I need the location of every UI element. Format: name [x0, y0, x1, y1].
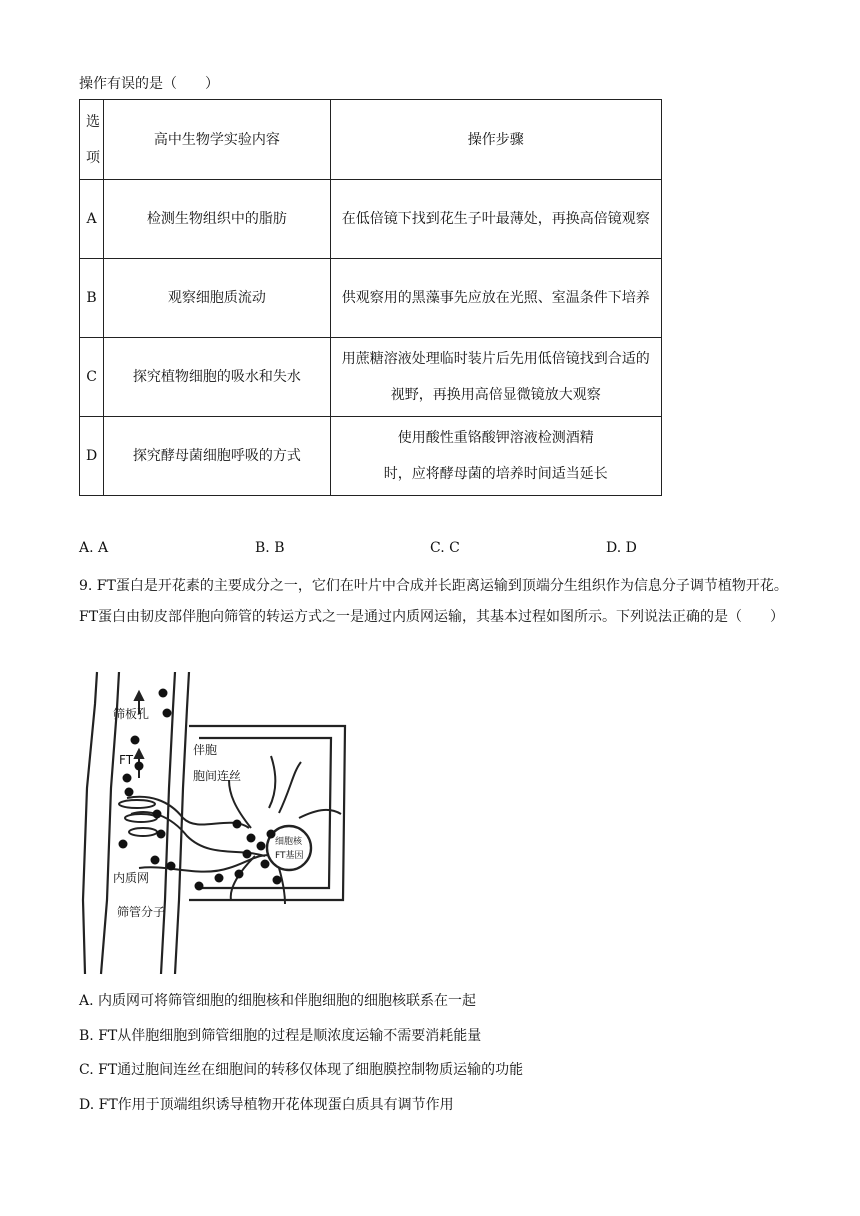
row-option: D — [80, 417, 104, 496]
header-content: 高中生物学实验内容 — [104, 100, 331, 180]
header-step: 操作步骤 — [330, 100, 661, 180]
choice-b[interactable]: B. B — [255, 540, 285, 556]
row-content: 探究植物细胞的吸水和失水 — [104, 338, 331, 417]
question-8-stem: 操作有误的是（ ） — [79, 76, 219, 92]
choice-d[interactable]: D. D — [606, 540, 637, 556]
table-row — [80, 338, 662, 417]
header-option: 选项 — [80, 100, 104, 180]
experiment-table — [79, 99, 662, 496]
row-content: 探究酵母菌细胞呼吸的方式 — [104, 417, 331, 496]
answer-c[interactable]: C. FT通过胞间连丝在细胞间的转移仅体现了细胞膜控制物质运输的功能 — [79, 1062, 524, 1078]
row-step-line-2: 时，应将酵母菌的培养时间适当延长 — [383, 466, 608, 482]
row-step — [330, 417, 661, 496]
label-ft: FT — [119, 753, 134, 767]
choice-c[interactable]: C. C — [430, 540, 460, 556]
answer-a[interactable]: A. 内质网可将筛管细胞的细胞核和伴胞细胞的细胞核联系在一起 — [79, 993, 477, 1009]
table-row — [80, 180, 662, 259]
label-nucleus: 细胞核 — [275, 837, 303, 847]
question-9-stem: 9. FT蛋白是开花素的主要成分之一，它们在叶片中合成并长距离运输到顶端分生组织作为信息分子调节植物开花。FT蛋白由韧皮部伴胞向筛管的转运方式之一是通过内质网运输，其基本过程如图所示。下列说法正确的是（ ） — [79, 578, 788, 625]
label-sieve-element: 筛管分子 — [117, 905, 166, 919]
row-step: 在低倍镜下找到花生子叶最薄处，再换高倍镜观察 — [330, 180, 661, 259]
label-plasmodesmata: 胞间连丝 — [193, 769, 242, 783]
row-content: 观察细胞质流动 — [104, 259, 331, 338]
row-content: 检测生物组织中的脂肪 — [104, 180, 331, 259]
row-option: C — [80, 338, 104, 417]
table-row — [80, 417, 662, 496]
choice-a[interactable]: A. A — [79, 540, 109, 556]
table-header-row — [80, 100, 662, 180]
answer-b[interactable]: B. FT从伴胞细胞到筛管细胞的过程是顺浓度运输不需要消耗能量 — [79, 1028, 482, 1044]
table-row — [80, 259, 662, 338]
row-step-line-1: 使用酸性重铬酸钾溶液检测酒精 — [397, 430, 594, 446]
ft-transport-diagram — [79, 668, 359, 980]
row-step: 供观察用的黑藻事先应放在光照、室温条件下培养 — [330, 259, 661, 338]
label-er: 内质网 — [113, 871, 150, 885]
label-sieve-pore: 筛板孔 — [113, 707, 150, 721]
row-option: B — [80, 259, 104, 338]
label-ft-gene: FT基因 — [275, 851, 304, 861]
label-companion-cell: 伴胞 — [193, 743, 218, 757]
row-option: A — [80, 180, 104, 259]
answer-d[interactable]: D. FT作用于顶端组织诱导植物开花体现蛋白质具有调节作用 — [79, 1097, 454, 1113]
row-step: 用蔗糖溶液处理临时装片后先用低倍镜找到合适的视野，再换用高倍显微镜放大观察 — [330, 338, 661, 417]
